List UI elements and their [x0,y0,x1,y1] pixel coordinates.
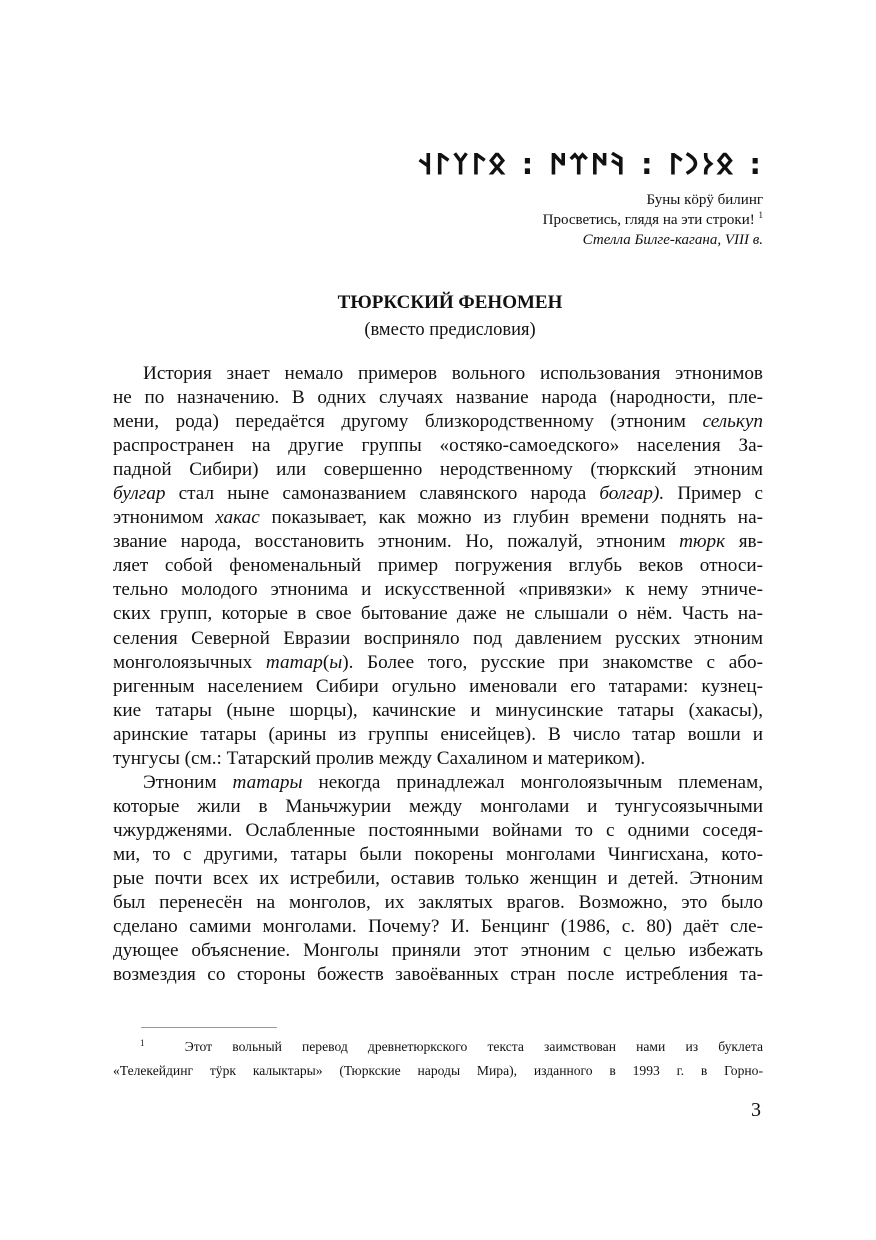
footnote-number: 1 [140,1038,145,1048]
text-line: тунгусы (см.: Татарский пролив между Сахалином и материком). [113,747,646,769]
text-run: яв- [725,531,763,553]
epigraph-line-2 [543,210,763,230]
text-line [113,651,763,675]
text-line: ми, то с другими, татары были покорены монголами Чингисхана, кото- [113,843,763,865]
body-text [113,362,763,987]
text-run: Этноним [143,771,233,793]
text-run: Пример с [664,483,763,505]
text-line: тельно молодого этнонима и искусственной «привязки» к нему этниче- [113,579,763,601]
text-line: ляет собой феноменальный пример погружения вглубь веков относи- [113,555,763,577]
text-line: ских групп, которые в свое бытование даже не слышали о нём. Часть на- [113,603,763,625]
footnote-indent [113,1039,763,1054]
footnote-reference[interactable]: 1 [758,210,763,220]
epigraph [543,190,763,250]
footnote-text: Этот вольный перевод древнетюркского текста заимствован нами из буклета [184,1039,763,1054]
paragraph-1 [113,362,763,771]
text-line [113,771,763,795]
footnote-separator [141,1027,277,1028]
text-line [113,530,763,554]
epigraph-translation: Просветись, глядя на эти строки! [542,212,755,228]
text-line [113,482,763,506]
text-run: этнонимом [113,507,216,529]
footnote-line: «Телекейдинг тӱрк калыктары» (Тюркские народы Мира), изданного в 1993 г. в Горно- [113,1063,763,1079]
text-line: сделано самими монголами. Почему? И. Бенцинг (1986, с. 80) даёт сле- [113,916,763,938]
text-line: падной Сибири) или совершенно неродственному (тюркский этноним [113,459,763,481]
text-line: дующее объяснение. Монголы приняли этот этноним с целью избежать [113,940,763,962]
ethnonym-tatary: татары [232,771,303,793]
text-run: мени, рода) передаётся другому близкородственному (этноним [113,411,703,433]
text-run: ( [322,651,330,673]
ethnonym-turk: тюрк [679,531,726,553]
text-line: не по назначению. В одних случаях название народа (народности, пле- [113,387,763,409]
footnote-line [113,1037,763,1061]
text-line: был перенесён на монголов, их заклятых врагов. Возможно, это было [113,892,763,914]
text-line: кие татары (ныне шорцы), качинские и минусинские татары (хакасы), [113,699,763,721]
text-line [113,410,763,434]
text-run: монголоязычных [113,651,266,673]
epigraph-line-1: Буны кöрӱ билинг [646,192,763,208]
text-run: показывает, как можно из глубин времени поднять на- [259,507,763,529]
text-line: ригенным населением Сибири огульно именовали его татарами: кузнец- [113,675,763,697]
text-line: возмездия со стороны божеств завоёванных стран после истребления та- [113,964,763,986]
ethnonym-khakas: хакас [215,507,260,529]
runic-inscription: 𐰋𐰆𐰣𐰃 : 𐰚𐰇𐰼𐰇 : 𐰋𐰃𐰠𐰃𐰭 : [418,147,764,181]
text-line: рые почти всех их истребили, оставив только женщин и детей. Этноним [113,867,763,889]
text-line: чжурдженями. Ослабленные постоянными войнами то с одними соседя- [113,819,763,841]
text-run: некогда принадлежал монголоязычным племенам, [302,771,763,793]
epigraph-source: Стелла Билге-кагана, VIII в. [582,232,763,248]
text-line [113,506,763,530]
ethnonym-tatar: татар [265,651,323,673]
text-run: звание народа, восстановить этноним. Но, пожалуй, этноним [113,531,680,553]
page-number: 3 [751,1099,761,1121]
text-line: аринские татары (арины из группы енисейцев). В число татар вошли и [113,723,763,745]
footnote [113,1037,763,1085]
text-line: которые жили в Маньчжурии между монголами и тунгусоязычными [113,795,763,817]
chapter-title: ТЮРКСКИЙ ФЕНОМЕН [337,292,563,313]
ethnonym-suffix: ы [329,651,343,673]
chapter-subtitle: (вместо предисловия) [364,320,536,340]
text-run: ). Более того, русские при знакомстве с або- [342,651,763,673]
text-line: селения Северной Евразии восприняло под давлением русских этноним [113,627,763,649]
ethnonym-bolgar: болгар). [599,483,665,505]
ethnonym-bulgar: булгар [113,483,166,505]
text-line: распространен на другие группы «остяко-самоедского» населения За- [113,435,763,457]
ethnonym-selkup: селькуп [702,411,763,433]
text-run: стал ныне самоназванием славянского народа [165,483,600,505]
text-line: История знает немало примеров вольного использования этнонимов [143,363,763,384]
paragraph-2 [113,771,763,987]
